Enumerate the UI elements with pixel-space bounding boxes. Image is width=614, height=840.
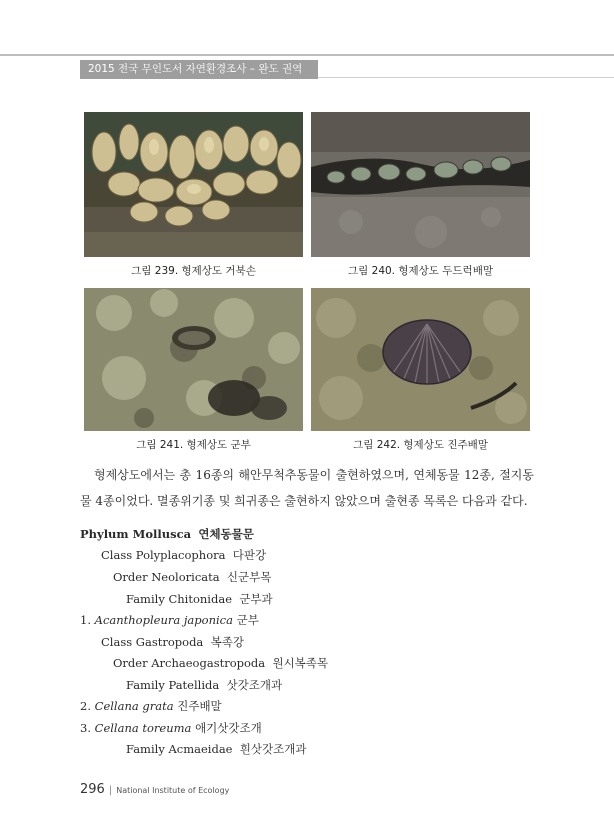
- taxon-class-2-latin: Class Gastropoda: [101, 635, 204, 649]
- taxon-family-3-korean: 흰삿갓조개과: [239, 742, 307, 756]
- body-paragraph: [80, 462, 534, 514]
- taxon-order-1: [113, 569, 271, 585]
- taxon-family-2-korean: 삿갓조개과: [226, 678, 283, 692]
- taxon-species-3-num: 3.: [80, 721, 91, 735]
- taxon-species-3: [80, 720, 262, 736]
- taxon-class-1: [101, 547, 266, 563]
- photo-goose-barnacle: [84, 112, 303, 257]
- taxon-order-1-latin: Order Neoloricata: [113, 570, 220, 584]
- running-header-title: 2015 전국 무인도서 자연환경조사 – 완도 권역: [88, 63, 303, 75]
- photo-chiton: [84, 288, 303, 431]
- taxon-species-1-num: 1.: [80, 613, 91, 627]
- taxon-family-2: [126, 677, 282, 693]
- figure-caption-240: 그림 240. 형제상도 두드럭배말: [348, 265, 493, 277]
- footer-institution: National Institute of Ecology: [116, 786, 230, 795]
- page-number: 296: [80, 782, 105, 797]
- taxon-order-2: [113, 655, 328, 671]
- taxon-phylum-korean: 연체동물문: [198, 527, 254, 541]
- photo-pearl-limpet: [311, 288, 530, 431]
- taxon-class-2-korean: 복족강: [210, 635, 244, 649]
- taxon-order-2-latin: Order Archaeogastropoda: [113, 656, 266, 670]
- figure-caption-239: 그림 239. 형제상도 거북손: [131, 265, 256, 277]
- taxon-species-1-latin: Acanthopleura japonica: [94, 613, 233, 627]
- taxon-order-2-korean: 원시복족목: [272, 656, 329, 670]
- taxon-family-1: [126, 591, 273, 607]
- taxon-species-2-latin: Cellana grata: [94, 699, 174, 713]
- taxon-family-3-latin: Family Acmaeidae: [126, 742, 233, 756]
- figure-caption-241: 그림 241. 형제상도 군부: [136, 439, 251, 451]
- footer-separator: |: [108, 785, 113, 796]
- taxon-species-3-latin: Cellana toreuma: [94, 721, 192, 735]
- page-footer: [80, 778, 229, 797]
- photo-limpet-rock: [311, 112, 530, 257]
- taxon-order-1-korean: 신군부목: [226, 570, 272, 584]
- taxon-species-1-korean: 군부: [236, 613, 259, 627]
- taxon-family-1-korean: 군부과: [239, 592, 273, 606]
- taxon-family-3: [126, 741, 306, 757]
- taxon-species-1: [80, 612, 259, 628]
- taxon-class-2: [101, 634, 244, 650]
- figure-caption-242: 그림 242. 형제상도 진주배말: [353, 439, 488, 451]
- taxon-phylum: [80, 526, 254, 542]
- taxon-species-2-korean: 진주배말: [177, 699, 222, 713]
- taxon-family-1-latin: Family Chitonidae: [126, 592, 233, 606]
- taxon-species-2: [80, 698, 222, 714]
- taxon-species-3-korean: 애기삿갓조개: [195, 721, 262, 735]
- running-header: [80, 60, 318, 79]
- taxon-family-2-latin: Family Patellida: [126, 678, 220, 692]
- header-rule: [0, 54, 614, 56]
- taxon-class-1-korean: 다판강: [232, 548, 267, 562]
- taxon-class-1-latin: Class Polyplacophora: [101, 548, 226, 562]
- taxon-species-2-num: 2.: [80, 699, 91, 713]
- body-paragraph-text: 형제상도에서는 총 16종의 해안무척추동물이 출현하였으며, 연체동물 12종, 절지동물 4종이었다. 멸종위기종 및 희귀종은 출현하지 않았으며 출현종 목록은 다음과 같다.: [80, 468, 534, 508]
- header-underline: [318, 77, 614, 78]
- taxon-phylum-latin: Phylum Mollusca: [80, 527, 192, 541]
